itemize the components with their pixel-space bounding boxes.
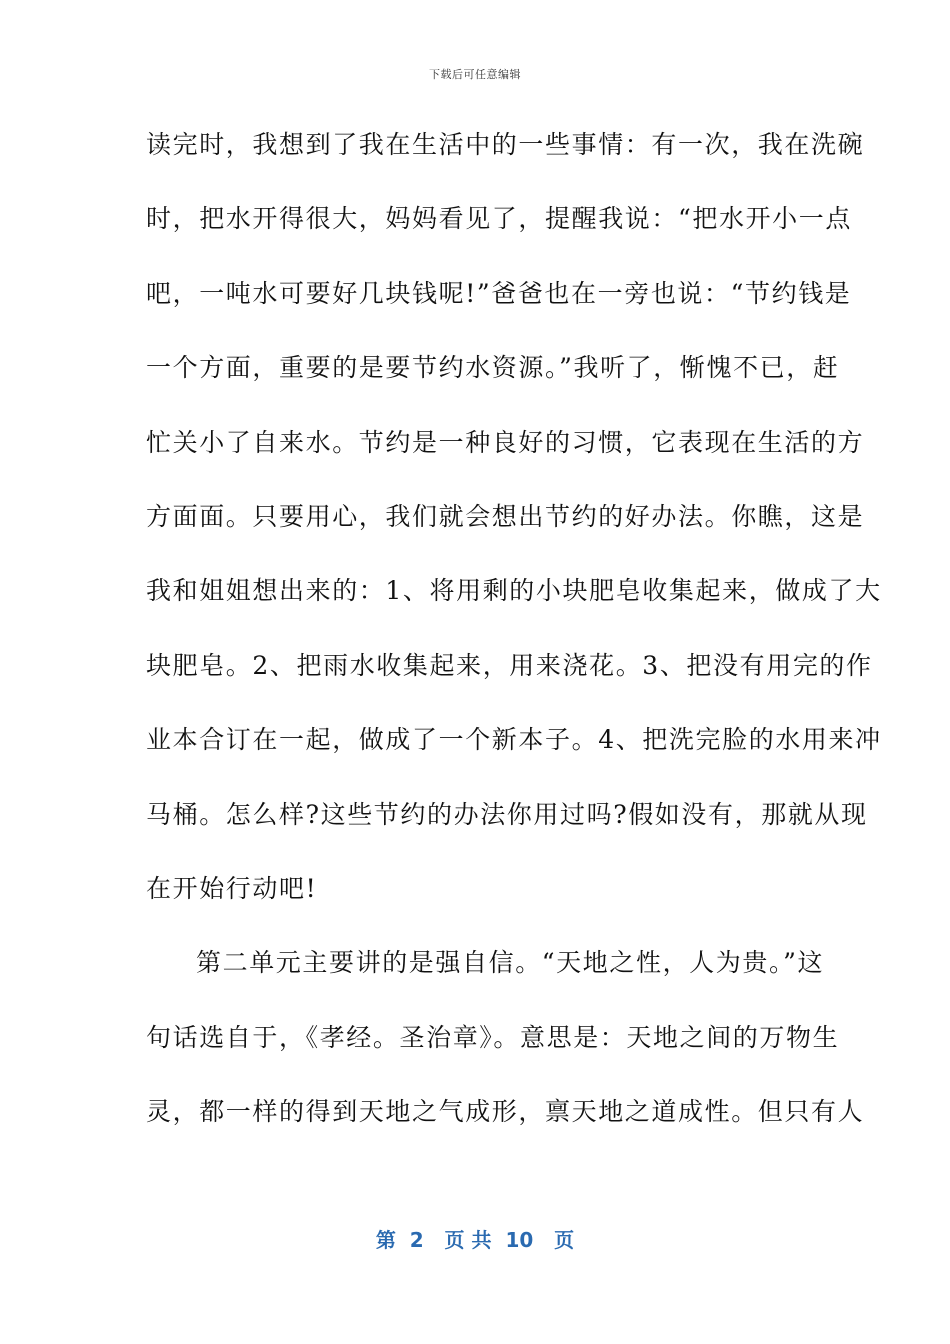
paragraph-1-line-11: 在开始行动吧!	[146, 873, 318, 903]
paragraph-1-line-2: 时，把水开得很大，妈妈看见了，提醒我说：“把水开小一点	[146, 204, 852, 234]
paragraph-1-line-4: 一个方面，重要的是要节约水资源。”我听了，惭愧不已，赶	[146, 353, 840, 383]
paragraph-1-line-5: 忙关小了自来水。节约是一种良好的习惯，它表现在生活的方	[146, 427, 865, 457]
paragraph-2-line-2: 句话选自于，《孝经。圣治章》。意思是：天地之间的万物生	[146, 1022, 840, 1052]
paragraph-1-line-10: 马桶。怎么样?这些节约的办法你用过吗?假如没有，那就从现	[146, 799, 868, 829]
page-header: 下载后可任意编辑	[429, 68, 521, 81]
page-number-footer: 第 2 页 共 10 页	[375, 1228, 575, 1252]
paragraph-1-line-8: 块肥皂。2、把雨水收集起来，用来浇花。3、把没有用完的作	[146, 650, 873, 680]
paragraph-1-line-9: 业本合订在一起，做成了一个新本子。4、把洗完脸的水用来冲	[146, 725, 882, 755]
paragraph-1-line-3: 吧，一吨水可要好几块钱呢!”爸爸也在一旁也说：“节约钱是	[146, 278, 852, 308]
paragraph-2-line-1: 第二单元主要讲的是强自信。“天地之性，人为贵。”这	[196, 948, 825, 978]
paragraph-1-line-1: 读完时，我想到了我在生活中的一些事情：有一次，我在洗碗	[146, 130, 865, 159]
paragraph-1-line-6: 方面面。只要用心，我们就会想出节约的好办法。你瞧，这是	[146, 501, 865, 531]
paragraph-2-line-3: 灵，都一样的得到天地之气成形，禀天地之道成性。但只有人	[146, 1097, 865, 1127]
document-body	[146, 122, 882, 1163]
paragraph-1-line-7: 我和姐姐想出来的：1、将用剩的小块肥皂收集起来，做成了大	[146, 576, 882, 606]
